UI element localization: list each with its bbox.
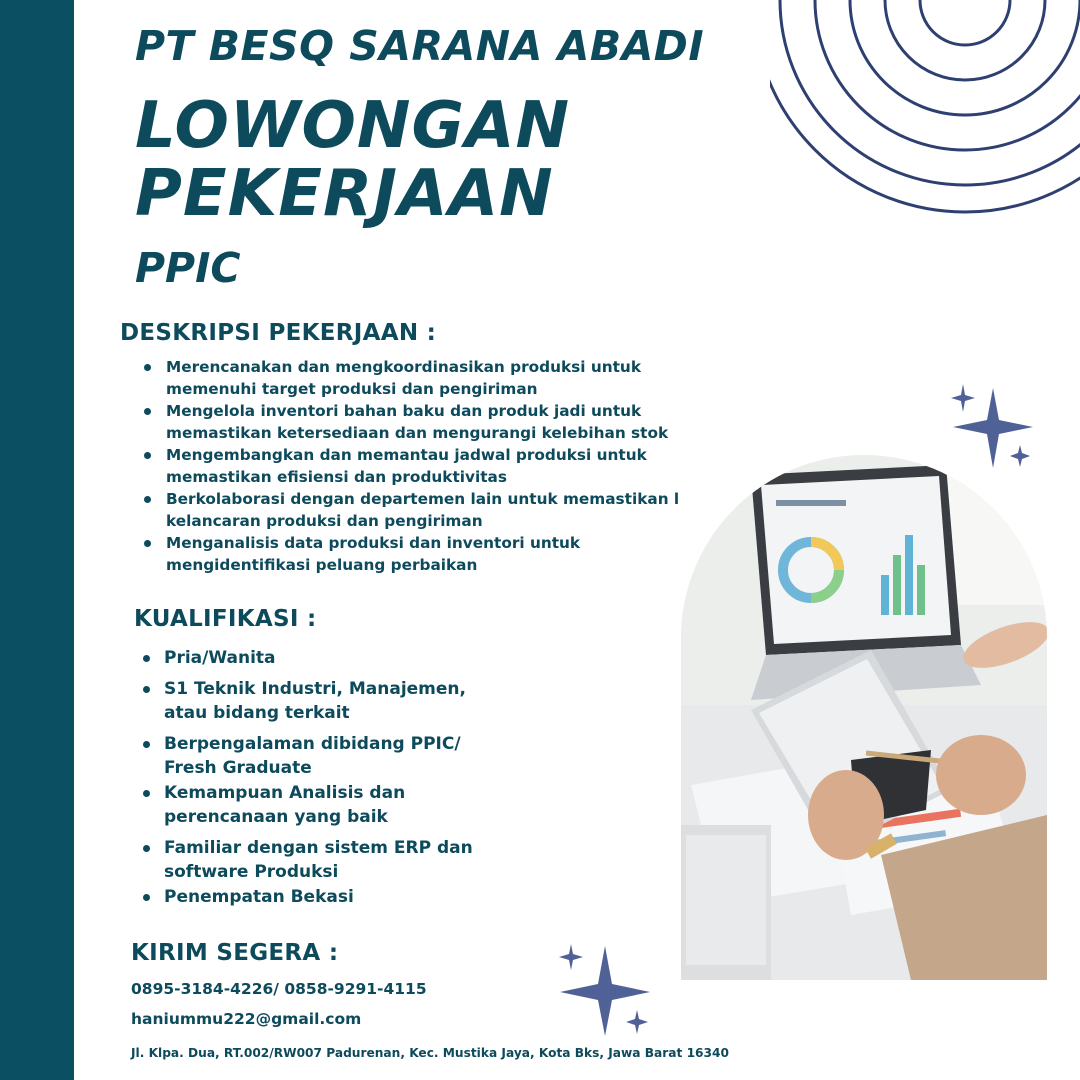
contact-title: KIRIM SEGERA : (131, 940, 339, 966)
qualifications-list (164, 646, 494, 909)
description-list (166, 356, 696, 576)
phone-numbers: 0895-3184-4226/ 0858-9291-4115 (131, 980, 427, 998)
sparkle-icon (945, 380, 1040, 475)
company-name: PT BESQ SARANA ABADI (135, 22, 705, 70)
headline-line-1: LOWONGAN (135, 89, 571, 163)
office-address: Jl. Klpa. Dua, RT.002/RW007 Padurenan, Kec. Mustika Jaya, Kota Bks, Jawa Barat 16340 (131, 1046, 729, 1060)
description-title: DESKRIPSI PEKERJAAN : (120, 320, 437, 346)
headline-line-2: PEKERJAAN (135, 157, 554, 231)
concentric-rings-decoration (770, 0, 1080, 215)
email-address: haniummu222@gmail.com (131, 1010, 362, 1028)
list-item: Menganalisis data produksi dan inventori untuk mengidentifikasi peluang perbaikan (166, 532, 696, 576)
list-item: S1 Teknik Industri, Manajemen, atau bidang terkait (164, 677, 494, 726)
office-photo (681, 455, 1047, 980)
list-item: Familiar dengan sistem ERP dan software Produksi (164, 836, 494, 885)
list-item: Berkolaborasi dengan departemen lain untuk memastikan l kelancaran produksi dan pengiriman (166, 488, 696, 532)
left-accent-bar (0, 0, 74, 1080)
list-item: Mengelola inventori bahan baku dan produk jadi untuk memastikan ketersediaan dan mengurangi kelebihan stok (166, 400, 696, 444)
qualifications-title: KUALIFIKASI : (134, 606, 317, 632)
list-item: Penempatan Bekasi (164, 885, 494, 910)
list-item: Mengembangkan dan memantau jadwal produksi untuk memastikan efisiensi dan produktivitas (166, 444, 696, 488)
list-item: Pria/Wanita (164, 646, 494, 671)
sparkle-icon (555, 940, 655, 1040)
photo-illustration (681, 455, 1047, 980)
headline (135, 89, 571, 231)
list-item: Merencanakan dan mengkoordinasikan produksi untuk memenuhi target produksi dan pengiriman (166, 356, 696, 400)
job-position: PPIC (135, 244, 241, 292)
list-item: Kemampuan Analisis dan perencanaan yang baik (164, 781, 494, 830)
list-item: Berpengalaman dibidang PPIC/ Fresh Graduate (164, 732, 494, 781)
